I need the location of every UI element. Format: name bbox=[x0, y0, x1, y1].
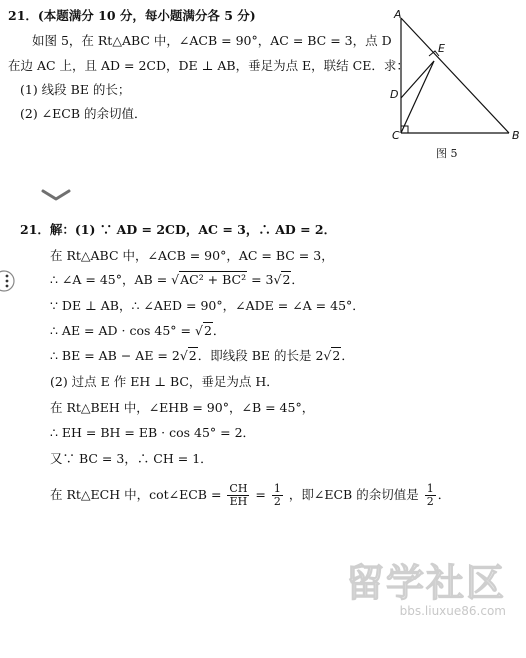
edge-ab bbox=[401, 18, 509, 133]
fraction-3-numerator: 1 bbox=[426, 482, 434, 495]
chevron-down-icon[interactable] bbox=[40, 188, 72, 202]
solution-line-6-a: ∴ BE = AB − AE = 2√ bbox=[50, 348, 188, 363]
label-d: D bbox=[390, 88, 399, 101]
label-a: A bbox=[394, 8, 402, 21]
solution-line-3-a: ∴ ∠A = 45°，AB = √ bbox=[50, 272, 180, 287]
solution-line-5-a: ∴ AE = AD · cos 45° = √ bbox=[50, 323, 203, 338]
solution-line-6-c: ．即线段 BE 的长是 2√ bbox=[197, 348, 332, 363]
more-vertical-icon[interactable] bbox=[0, 268, 22, 294]
solution-line-11 bbox=[50, 478, 450, 512]
label-c: C bbox=[392, 129, 400, 142]
problem-line-2: 如图 5，在 Rt△ABC 中，∠ACB = 90°，AC = BC = 3，点 D bbox=[32, 33, 392, 48]
figure-caption: 图 5 bbox=[436, 147, 458, 160]
solution-line-3-end: ． bbox=[291, 272, 304, 287]
solution-line-6-radicand-2: 2 bbox=[332, 348, 341, 363]
solution-line-3 bbox=[50, 272, 304, 288]
problem-part-1: (1) 线段 BE 的长； bbox=[20, 82, 131, 97]
solution-line-3-c: = 3√ bbox=[247, 272, 282, 287]
solution-line-9: ∴ EH = BH = EB · cos 45° = 2． bbox=[50, 425, 256, 440]
solution-line-3-radicand: AC² + BC² bbox=[180, 272, 247, 287]
problem-title: 21．(本题满分 10 分，每小题满分各 5 分) bbox=[8, 8, 256, 23]
fraction-2-denominator: 2 bbox=[273, 495, 281, 508]
solution-line-5-radicand: 2 bbox=[203, 323, 212, 338]
edge-ce bbox=[401, 61, 434, 133]
solution-line-6-end: ． bbox=[341, 348, 354, 363]
fraction-ch-over-eh bbox=[227, 483, 249, 508]
edge-de bbox=[401, 61, 434, 98]
solution-line-2: 在 Rt△ABC 中，∠ACB = 90°，AC = BC = 3， bbox=[50, 248, 334, 263]
fraction-one-half bbox=[272, 483, 283, 508]
solution-line-11-end: ． bbox=[437, 487, 451, 502]
watermark bbox=[346, 562, 506, 618]
label-e: E bbox=[438, 42, 445, 55]
fraction-one-half-answer bbox=[425, 483, 436, 508]
solution-line-10: 又∵ BC = 3，∴ CH = 1． bbox=[50, 451, 213, 466]
solution-line-7: (2) 过点 E 作 EH ⊥ BC，垂足为点 H． bbox=[50, 374, 279, 389]
watermark-title: 留学社区 bbox=[345, 561, 506, 605]
fraction-1-denominator: EH bbox=[229, 495, 248, 508]
solution-line-3-radicand-2: 2 bbox=[282, 272, 291, 287]
watermark-url: bbs.liuxue86.com bbox=[399, 604, 506, 618]
solution-line-1: 21．解：(1) ∵ AD = 2CD，AC = 3，∴ AD = 2． bbox=[20, 222, 337, 237]
solution-line-5-end: ． bbox=[212, 323, 226, 338]
solution-line-8: 在 Rt△BEH 中，∠EHB = 90°，∠B = 45°， bbox=[50, 400, 315, 415]
figure-5-diagram bbox=[384, 8, 524, 168]
solution-line-5 bbox=[50, 323, 225, 339]
fraction-2-numerator: 1 bbox=[273, 482, 281, 495]
solution-line-11-a: 在 Rt△ECH 中，cot∠ECB = bbox=[50, 487, 222, 502]
problem-part-2: (2) ∠ECB 的余切值． bbox=[20, 106, 147, 121]
fraction-1-numerator: CH bbox=[229, 482, 248, 495]
solution-line-11-equals: = bbox=[255, 487, 266, 502]
solution-line-11-c: ，即∠ECB 的余切值是 bbox=[288, 487, 419, 502]
fraction-3-denominator: 2 bbox=[426, 495, 434, 508]
problem-line-3: 在边 AC 上，且 AD = 2CD，DE ⊥ AB，垂足为点 E，联结 CE．求： bbox=[8, 58, 409, 73]
solution-line-4: ∵ DE ⊥ AB，∴ ∠AED = 90°，∠ADE = ∠A = 45°． bbox=[50, 298, 365, 313]
solution-line-6-radicand: 2 bbox=[188, 348, 197, 363]
solution-line-6 bbox=[50, 348, 354, 364]
label-b: B bbox=[512, 129, 520, 142]
